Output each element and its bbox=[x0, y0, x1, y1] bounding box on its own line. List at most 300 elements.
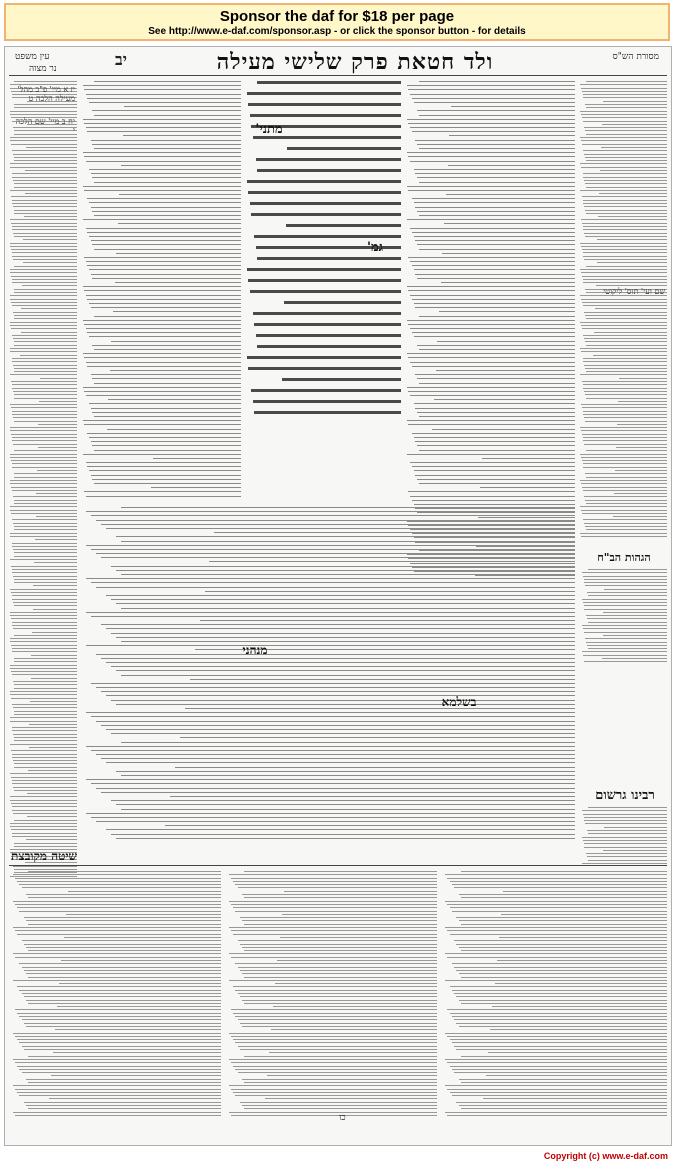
text-line bbox=[26, 1026, 221, 1027]
text-line bbox=[14, 236, 77, 237]
text-line bbox=[415, 475, 575, 476]
text-line bbox=[408, 89, 575, 90]
text-line bbox=[24, 1102, 221, 1103]
text-line bbox=[12, 757, 77, 758]
text-line bbox=[12, 467, 77, 468]
talmud-page bbox=[4, 46, 672, 1146]
text-line bbox=[417, 378, 575, 379]
text-line bbox=[10, 404, 77, 405]
text-line bbox=[13, 927, 221, 928]
text-line bbox=[586, 81, 667, 82]
text-line bbox=[89, 236, 241, 237]
text-line bbox=[84, 123, 241, 124]
text-line bbox=[10, 167, 77, 168]
text-line bbox=[86, 746, 575, 747]
text-line bbox=[11, 196, 77, 197]
text-line bbox=[414, 236, 576, 237]
text-line bbox=[582, 144, 667, 145]
text-line bbox=[13, 707, 77, 708]
text-line bbox=[10, 691, 77, 692]
text-line bbox=[12, 173, 77, 174]
text-line bbox=[14, 556, 77, 557]
text-line bbox=[582, 625, 667, 626]
text-line bbox=[14, 605, 77, 606]
text-line bbox=[450, 1013, 667, 1014]
text-line bbox=[585, 526, 667, 527]
text-line bbox=[584, 523, 667, 524]
text-line bbox=[12, 727, 77, 728]
text-line bbox=[250, 114, 401, 117]
text-line bbox=[28, 977, 221, 978]
text-line bbox=[586, 853, 667, 854]
text-line bbox=[499, 937, 667, 938]
text-line bbox=[582, 196, 667, 197]
text-line bbox=[584, 259, 667, 260]
text-line bbox=[229, 901, 437, 902]
masoret-hashas-label: מסורת הש"ס bbox=[612, 52, 659, 62]
text-line bbox=[585, 104, 667, 105]
text-line bbox=[12, 651, 77, 652]
text-line bbox=[231, 1062, 437, 1063]
text-line bbox=[14, 711, 77, 712]
text-line bbox=[583, 305, 667, 306]
text-line bbox=[10, 612, 77, 613]
text-line bbox=[200, 620, 575, 621]
text-line bbox=[584, 582, 667, 583]
text-line bbox=[11, 276, 77, 277]
text-line bbox=[86, 462, 241, 463]
text-line bbox=[419, 383, 575, 384]
text-line bbox=[459, 920, 667, 921]
text-line bbox=[10, 536, 77, 537]
text-line bbox=[454, 1072, 667, 1073]
text-line bbox=[240, 996, 437, 997]
text-line bbox=[84, 357, 241, 358]
text-line bbox=[238, 1046, 438, 1047]
text-line bbox=[12, 730, 77, 731]
text-line bbox=[17, 907, 221, 908]
text-line bbox=[28, 770, 77, 771]
text-line bbox=[419, 182, 575, 183]
text-line bbox=[414, 169, 576, 170]
text-line bbox=[96, 520, 575, 521]
text-line bbox=[84, 424, 241, 425]
lower-commentary-block bbox=[81, 507, 575, 847]
text-line bbox=[115, 282, 241, 283]
text-line bbox=[10, 589, 77, 590]
text-line bbox=[614, 493, 667, 494]
text-line bbox=[116, 804, 575, 805]
text-line bbox=[248, 103, 401, 106]
text-line bbox=[17, 881, 221, 882]
text-line bbox=[17, 1092, 221, 1093]
text-line bbox=[251, 213, 401, 216]
text-line bbox=[86, 645, 575, 646]
text-line bbox=[410, 395, 575, 396]
text-line bbox=[238, 967, 438, 968]
text-line bbox=[459, 1000, 667, 1001]
text-line bbox=[456, 1049, 667, 1050]
text-line bbox=[580, 84, 667, 85]
text-line bbox=[419, 450, 575, 451]
text-line bbox=[275, 983, 437, 984]
text-line bbox=[452, 1069, 667, 1070]
text-line bbox=[238, 1072, 438, 1073]
text-line bbox=[581, 140, 667, 141]
text-line bbox=[11, 223, 77, 224]
text-line bbox=[618, 401, 667, 402]
text-line bbox=[412, 332, 575, 333]
text-line bbox=[24, 1023, 221, 1024]
text-line bbox=[437, 341, 575, 342]
text-line bbox=[242, 1079, 437, 1080]
text-line bbox=[439, 311, 575, 312]
tosafot-column bbox=[81, 81, 241, 501]
text-line bbox=[13, 391, 77, 392]
text-line bbox=[490, 1029, 667, 1030]
text-line bbox=[601, 147, 667, 148]
text-line bbox=[83, 85, 241, 86]
text-line bbox=[14, 740, 77, 741]
text-line bbox=[586, 213, 667, 214]
text-line bbox=[408, 290, 575, 291]
copyright-link[interactable]: Copyright (c) www.e-daf.com bbox=[543, 1151, 668, 1161]
bottom-commentary-left bbox=[11, 871, 221, 1121]
text-line bbox=[407, 320, 575, 321]
text-line bbox=[284, 301, 401, 304]
text-line bbox=[153, 458, 241, 459]
text-line bbox=[459, 894, 667, 895]
text-line bbox=[450, 907, 667, 908]
text-line bbox=[13, 1059, 221, 1060]
text-line bbox=[253, 400, 401, 403]
text-line bbox=[26, 973, 221, 974]
text-line bbox=[111, 341, 241, 342]
text-line bbox=[12, 704, 77, 705]
text-line bbox=[91, 441, 241, 442]
text-line bbox=[580, 454, 667, 455]
text-line bbox=[580, 480, 667, 481]
hagahot-label: הגהות הב"ח bbox=[597, 551, 651, 564]
text-line bbox=[417, 144, 575, 145]
text-line bbox=[121, 675, 575, 676]
text-line bbox=[456, 970, 667, 971]
text-line bbox=[121, 641, 575, 642]
text-line bbox=[581, 114, 667, 115]
text-line bbox=[238, 887, 438, 888]
text-line bbox=[68, 891, 221, 892]
text-line bbox=[414, 437, 576, 438]
text-line bbox=[583, 335, 667, 336]
text-line bbox=[14, 477, 77, 478]
text-line bbox=[410, 496, 575, 497]
text-line bbox=[580, 269, 667, 270]
text-line bbox=[408, 156, 575, 157]
text-line bbox=[92, 412, 241, 413]
text-line bbox=[447, 930, 667, 931]
text-line bbox=[450, 1039, 667, 1040]
text-line bbox=[419, 215, 575, 216]
text-line bbox=[582, 302, 667, 303]
text-line bbox=[407, 454, 575, 455]
text-line bbox=[603, 612, 667, 613]
text-line bbox=[452, 1016, 667, 1017]
text-line bbox=[242, 947, 437, 948]
text-line bbox=[24, 970, 221, 971]
rabbeinu-gershom-column bbox=[581, 807, 667, 867]
text-line bbox=[13, 259, 77, 260]
text-line bbox=[488, 1052, 667, 1053]
bottom-commentary-right bbox=[443, 871, 667, 1121]
text-line bbox=[21, 308, 77, 309]
text-line bbox=[10, 796, 77, 797]
bishlama-label: בשלמא bbox=[441, 695, 477, 709]
text-line bbox=[190, 679, 575, 680]
text-line bbox=[29, 724, 77, 725]
text-line bbox=[240, 1102, 437, 1103]
text-line bbox=[461, 977, 667, 978]
text-line bbox=[116, 771, 575, 772]
text-line bbox=[106, 595, 575, 596]
text-line bbox=[10, 246, 77, 247]
text-line bbox=[28, 1003, 221, 1004]
text-line bbox=[414, 504, 576, 505]
text-line bbox=[408, 257, 575, 258]
text-line bbox=[11, 513, 77, 514]
text-line bbox=[17, 986, 221, 987]
text-line bbox=[21, 332, 77, 333]
text-line bbox=[586, 160, 667, 161]
text-line bbox=[410, 295, 575, 296]
text-line bbox=[12, 177, 77, 178]
text-line bbox=[123, 135, 241, 136]
text-line bbox=[14, 763, 77, 764]
text-line bbox=[113, 311, 241, 312]
text-line bbox=[580, 137, 667, 138]
text-line bbox=[87, 198, 241, 199]
text-line bbox=[584, 820, 667, 821]
text-line bbox=[615, 470, 667, 471]
sponsor-title[interactable]: Sponsor the daf for $18 per page bbox=[219, 8, 455, 25]
text-line bbox=[14, 790, 77, 791]
text-line bbox=[11, 144, 77, 145]
text-line bbox=[12, 648, 77, 649]
text-line bbox=[583, 440, 667, 441]
text-line bbox=[461, 1056, 667, 1057]
text-line bbox=[582, 572, 667, 573]
text-line bbox=[15, 878, 221, 879]
hagahot-column bbox=[581, 569, 667, 665]
text-line bbox=[64, 937, 222, 938]
text-line bbox=[454, 1019, 667, 1020]
text-line bbox=[582, 223, 667, 224]
text-line bbox=[583, 602, 667, 603]
text-line bbox=[14, 315, 77, 316]
text-line bbox=[581, 536, 667, 537]
text-line bbox=[96, 821, 575, 822]
text-line bbox=[594, 332, 667, 333]
text-line bbox=[581, 430, 667, 431]
text-line bbox=[14, 820, 77, 821]
text-line bbox=[586, 450, 667, 451]
text-line bbox=[11, 592, 77, 593]
text-line bbox=[84, 324, 241, 325]
text-line bbox=[412, 232, 575, 233]
text-line bbox=[19, 990, 221, 991]
text-line bbox=[13, 1112, 221, 1113]
text-line bbox=[586, 615, 667, 616]
text-line bbox=[121, 608, 575, 609]
text-line bbox=[116, 670, 575, 671]
sponsor-link-text[interactable]: See http://www.e-daf.com/sponsor.asp - or click the sponsor button - for details bbox=[148, 26, 526, 37]
text-line bbox=[231, 930, 437, 931]
text-line bbox=[89, 303, 241, 304]
text-line bbox=[442, 253, 575, 254]
text-line bbox=[584, 127, 667, 128]
text-line bbox=[14, 635, 77, 636]
text-line bbox=[10, 717, 77, 718]
text-line bbox=[454, 887, 667, 888]
text-line bbox=[240, 1049, 437, 1050]
text-line bbox=[121, 574, 575, 575]
text-line bbox=[40, 378, 77, 379]
text-line bbox=[14, 473, 77, 474]
text-line bbox=[480, 487, 575, 488]
text-line bbox=[408, 190, 575, 191]
text-line bbox=[91, 307, 241, 308]
text-line bbox=[89, 437, 241, 438]
text-line bbox=[10, 163, 77, 164]
text-line bbox=[456, 944, 667, 945]
text-line bbox=[444, 223, 575, 224]
text-line bbox=[450, 881, 667, 882]
text-line bbox=[583, 814, 667, 815]
text-line bbox=[89, 403, 241, 404]
text-line bbox=[583, 173, 667, 174]
text-line bbox=[244, 871, 437, 872]
text-line bbox=[583, 840, 667, 841]
text-line bbox=[415, 140, 575, 141]
text-line bbox=[584, 605, 667, 606]
text-line bbox=[12, 519, 77, 520]
text-line bbox=[12, 384, 77, 385]
text-line bbox=[248, 191, 401, 194]
text-line bbox=[12, 490, 77, 491]
text-line bbox=[92, 110, 241, 111]
text-line bbox=[408, 324, 575, 325]
text-line bbox=[412, 265, 575, 266]
rabbeinu-gershom-label: רבינו גרשום bbox=[595, 788, 655, 803]
text-line bbox=[231, 904, 437, 905]
text-line bbox=[582, 249, 667, 250]
text-line bbox=[240, 917, 437, 918]
text-line bbox=[12, 810, 77, 811]
text-line bbox=[87, 433, 241, 434]
text-line bbox=[124, 106, 241, 107]
text-line bbox=[256, 334, 401, 337]
ein-mishpat-column bbox=[9, 81, 77, 881]
text-line bbox=[412, 500, 575, 501]
text-line bbox=[121, 165, 241, 166]
text-line bbox=[585, 638, 667, 639]
text-line bbox=[13, 312, 77, 313]
sponsor-banner[interactable] bbox=[4, 3, 670, 41]
text-line bbox=[415, 307, 575, 308]
text-line bbox=[284, 891, 437, 892]
text-line bbox=[445, 1059, 667, 1060]
text-line bbox=[28, 871, 221, 872]
text-line bbox=[584, 609, 667, 610]
text-line bbox=[13, 874, 221, 875]
text-line bbox=[417, 412, 575, 413]
text-line bbox=[603, 850, 667, 851]
text-line bbox=[240, 970, 437, 971]
text-line bbox=[419, 349, 575, 350]
text-line bbox=[13, 760, 77, 761]
text-line bbox=[94, 81, 241, 82]
text-line bbox=[116, 253, 241, 254]
text-line bbox=[14, 318, 77, 319]
text-line bbox=[269, 1052, 437, 1053]
text-line bbox=[96, 654, 575, 655]
text-line bbox=[584, 154, 667, 155]
text-line bbox=[244, 924, 437, 925]
text-line bbox=[242, 1026, 437, 1027]
text-line bbox=[66, 914, 221, 915]
text-line bbox=[14, 292, 77, 293]
text-line bbox=[14, 371, 77, 372]
text-line bbox=[25, 193, 77, 194]
text-line bbox=[22, 1046, 222, 1047]
text-line bbox=[583, 252, 667, 253]
text-line bbox=[10, 559, 77, 560]
text-line bbox=[106, 662, 575, 663]
text-line bbox=[580, 427, 667, 428]
text-line bbox=[10, 348, 77, 349]
text-line bbox=[492, 1006, 667, 1007]
text-line bbox=[582, 117, 667, 118]
text-line bbox=[11, 381, 77, 382]
text-line bbox=[96, 687, 575, 688]
text-line bbox=[11, 645, 77, 646]
text-line bbox=[12, 252, 77, 253]
text-line bbox=[582, 651, 667, 652]
text-line bbox=[10, 295, 77, 296]
text-line bbox=[94, 349, 241, 350]
text-line bbox=[584, 206, 667, 207]
text-line bbox=[415, 274, 575, 275]
text-line bbox=[602, 658, 667, 659]
text-line bbox=[588, 833, 667, 834]
text-line bbox=[244, 1056, 437, 1057]
text-line bbox=[585, 421, 667, 422]
text-line bbox=[486, 1075, 667, 1076]
text-line bbox=[583, 437, 667, 438]
text-line bbox=[250, 290, 401, 293]
text-line bbox=[91, 616, 575, 617]
text-line bbox=[412, 198, 575, 199]
text-line bbox=[588, 648, 667, 649]
text-line bbox=[585, 315, 667, 316]
text-line bbox=[91, 408, 241, 409]
text-line bbox=[454, 993, 667, 994]
text-line bbox=[14, 213, 77, 214]
text-line bbox=[101, 658, 575, 659]
margin-note-right-1: שם ועי' תוס' ליקוטי bbox=[603, 287, 665, 296]
text-line bbox=[410, 462, 575, 463]
text-line bbox=[12, 543, 77, 544]
text-line bbox=[87, 299, 241, 300]
